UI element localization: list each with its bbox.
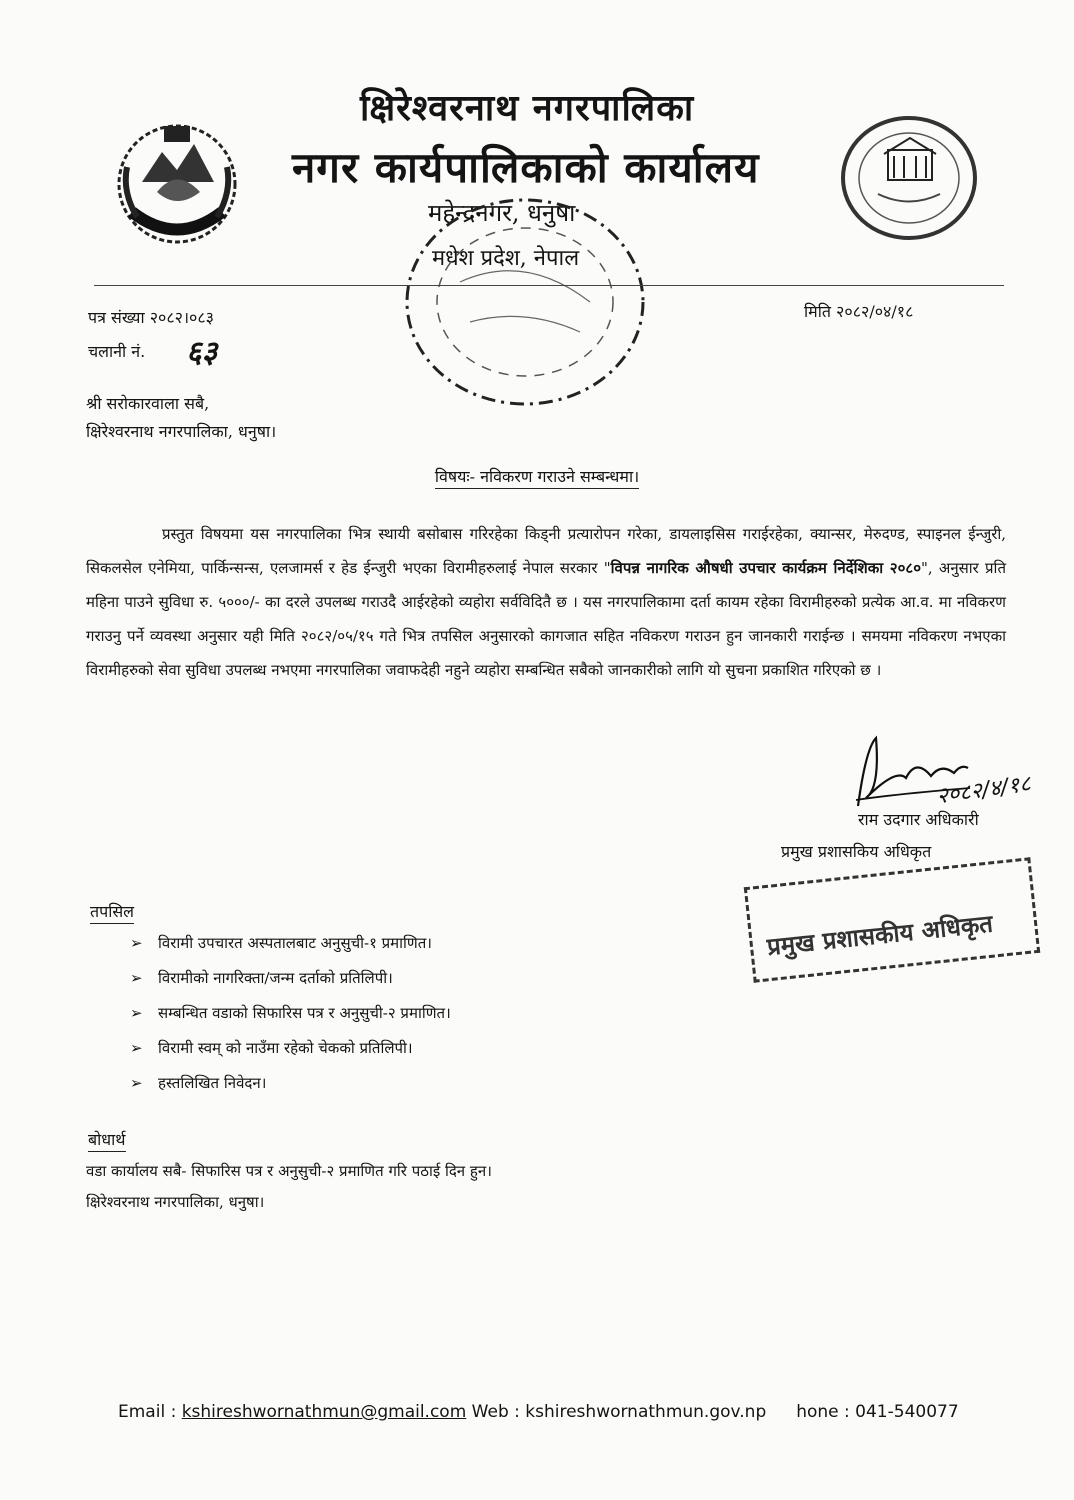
bodharth-line-2: क्षिरेश्वरनाथ नगरपालिका, धनुषा। (86, 1193, 265, 1211)
contact-footer (118, 1402, 959, 1422)
letter-number: पत्र संख्या २०८२।०८३ (88, 308, 214, 327)
addressee-line-2: क्षिरेश्वरनाथ नगरपालिका, धनुषा। (86, 422, 277, 441)
bodharth-text (86, 1156, 492, 1218)
office-name: नगर कार्यपालिकाको कार्यालय (292, 143, 760, 192)
email-label: Email : (118, 1402, 182, 1422)
list-item: ➢ सम्बन्धित वडाको सिफारिस पत्र र अनुसुची-२ प्रमाणित। (130, 1000, 451, 1035)
letter-subject: विषयः- नविकरण गराउने सम्बन्धमा। (0, 465, 1074, 487)
list-item: ➢ विरामी स्वम् को नाउँमा रहेको चेकको प्रतिलिपी। (130, 1035, 451, 1070)
email-link[interactable]: kshireshwornathmun@gmail.com (181, 1402, 467, 1422)
list-item: ➢ हस्तलिखित निवेदन। (130, 1070, 451, 1105)
bodharth-heading: बोधार्थ (88, 1128, 126, 1152)
addressee-line-1: श्री सरोकारवाला सबै, (86, 394, 210, 413)
arrow-bullet-icon: ➢ (130, 934, 143, 952)
signature-date-handwritten: २०८२/४/१८ (934, 771, 1033, 810)
nepal-government-emblem (102, 112, 252, 252)
list-item: ➢ विरामीको नागरिक्ता/जन्म दर्ताको प्रतिलिपी। (130, 965, 451, 1000)
letter-date: मिति २०८२/०४/१८ (804, 302, 914, 321)
arrow-bullet-icon: ➢ (130, 1004, 143, 1022)
body-text-part-2: ", अनुसार प्रति महिना पाउने सुविधा रु. ५०००/- का दरले उपलब्ध गराउदै आईरहेको व्यहोरा सर्वविदितै छ । यस नगरपालिकामा दर्ता कायम रहेका विरामीहरुको प्रत्येक आ.व. मा नविकरण गराउनु पर्ने व्यवस्था अनुसार यही मिति २०८२/०५/१५ गते भित्र तपसिल अनुसारको कागजात सहित नविकरण गराउन हुन जानकारी गराईन्छ । समयमा नविकरण नभएका विरामीहरुको सेवा सुविधा उपलब्ध नभएमा नगरपालिका जवाफदेही नहुने व्यहोरा सम्बन्धित सबैको जानकारीको लागि यो सुचना प्रकाशित गरिएको छ । (86, 559, 1006, 679)
province-country: मधेश प्रदेश, नेपाल (432, 246, 580, 271)
bodharth-line-1: वडा कार्यालय सबै- सिफारिस पत्र र अनुसुची-२ प्रमाणित गरि पठाई दिन हुन। (86, 1162, 492, 1180)
office-address: महेन्द्रनगर, धनुषा (428, 199, 576, 227)
rectangular-officer-stamp (744, 857, 1040, 983)
arrow-bullet-icon: ➢ (130, 1074, 143, 1092)
letter-body (86, 517, 1006, 687)
website-text[interactable]: Web : kshireshwornathmun.gov.np (466, 1402, 767, 1422)
arrow-bullet-icon: ➢ (130, 969, 143, 987)
round-office-stamp (400, 192, 650, 410)
body-program-name: विपन्न नागरिक औषधी उपचार कार्यक्रम निर्देशिका २०८० (610, 559, 921, 577)
header-divider (94, 285, 1004, 286)
signatory-designation: प्रमुख प्रशासकिय अधिकृत (781, 842, 932, 861)
body-text-part-1: प्रस्तुत विषयमा यस नगरपालिका भित्र स्थायी बसोबास गरिरहेका किड्नी प्रत्यारोपन गरेका, डायलाइसिस गराईरहेका, क्यान्सर, मेरुदण्ड, स्पाइनल ईन्जुरी, सिकलसेल एनेमिया, पार्किन्सन्स, एलजामर्स र हेड ईन्जुरी भएका विरामीहरुलाई नेपाल सरकार " (86, 525, 1006, 577)
stamp-text: प्रमुख प्रशासकीय अधिकृत (765, 908, 995, 962)
arrow-bullet-icon: ➢ (130, 1039, 143, 1057)
dispatch-number-label: चलानी नं. (88, 342, 146, 361)
requirements-list (130, 930, 451, 1105)
tapsil-heading: तपसिल (90, 900, 134, 924)
phone-text: hone : 041-540077 (796, 1402, 959, 1422)
dispatch-number-handwritten: ६३ (186, 335, 218, 370)
municipality-name: क्षिरेश्वरनाथ नगरपालिका (360, 87, 695, 129)
municipality-seal-logo (838, 114, 980, 242)
list-item: ➢ विरामी उपचारत अस्पतालबाट अनुसुची-१ प्रमाणित। (130, 930, 451, 965)
signatory-name: राम उदगार अधिकारी (858, 810, 979, 829)
